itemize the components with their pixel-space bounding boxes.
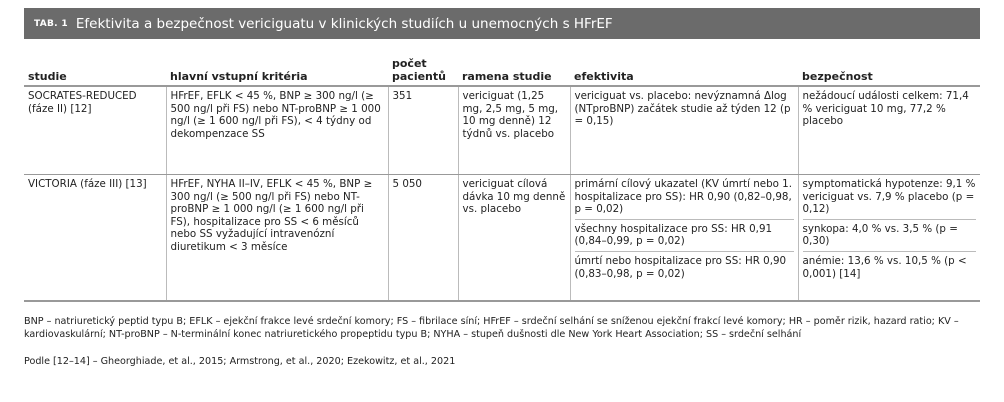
table-row: [24, 86, 980, 175]
efektivita-item: všechny hospitalizace pro SS: HR 0,91 (0,84–0,99, p = 0,02): [575, 219, 794, 248]
table-row: [24, 175, 980, 302]
bezpecnost-item: synkopa: 4,0 % vs. 3,5 % (p = 0,30): [803, 219, 977, 248]
header-efektivita: efektivita: [570, 41, 798, 86]
bezpecnost-item: anémie: 13,6 % vs. 10,5 % (p < 0,001) [14]: [803, 251, 977, 280]
cell-pocet: 351: [388, 86, 458, 175]
cell-kriteria: HFrEF, NYHA II–IV, EFLK < 45 %, BNP ≥ 300 ng/l (≥ 500 ng/l při FS) nebo NT-proBNP ≥ 1 000 ng/l (≥ 1 600 ng/l při FS), hospitalizace pro SS < 6 měsíců nebo SS vyžadující intravenózní diuretikum < 3 měsíce: [166, 175, 388, 302]
studies-table: [24, 41, 980, 302]
efektivita-item: úmrtí nebo hospitalizace pro SS: HR 0,90 (0,83–0,98, p = 0,02): [575, 251, 794, 280]
cell-efektivita: [570, 175, 798, 302]
header-studie: studie: [24, 41, 166, 86]
efektivita-item: primární cílový ukazatel (KV úmrtí nebo 1. hospitalizace pro SS): HR 0,90 (0,82–0,98, p = 0,02): [574, 178, 793, 216]
cell-ramena: vericiguat (1,25 mg, 2,5 mg, 5 mg, 10 mg denně) 12 týdnů vs. placebo: [458, 86, 570, 175]
table-title: Efektivita a bezpečnost vericiguatu v klinických studiích u unemocných s HFrEF: [75, 15, 613, 32]
bezpecnost-item: symptomatická hypotenze: 9,1 % vericiguat vs. 7,9 % placebo (p = 0,12): [802, 178, 976, 216]
table-source: Podle [12–14] – Gheorghiade, et al., 2015; Armstrong, et al., 2020; Ezekowitz, et al., 2021: [24, 356, 456, 367]
header-pocet: počet pacientů: [388, 41, 458, 86]
cell-studie: VICTORIA (fáze III) [13]: [24, 175, 166, 302]
cell-ramena: vericiguat cílová dávka 10 mg denně vs. placebo: [458, 175, 570, 302]
cell-bezpecnost: [798, 175, 980, 302]
header-kriteria: hlavní vstupní kritéria: [166, 41, 388, 86]
table-tag: TAB. 1: [34, 18, 68, 29]
cell-efektivita: [570, 86, 798, 175]
header-ramena: ramena studie: [458, 41, 570, 86]
cell-bezpecnost: [798, 86, 980, 175]
table-title-bar: [24, 8, 980, 39]
header-bezpecnost: bezpečnost: [798, 41, 980, 86]
bezpecnost-item: nežádoucí události celkem: 71,4 % vericiguat 10 mg, 77,2 % placebo: [802, 90, 969, 128]
cell-studie: SOCRATES-REDUCED (fáze II) [12]: [24, 86, 166, 175]
efektivita-item: vericiguat vs. placebo: nevýznamná Δlog (NTproBNP) začátek studie až týden 12 (p = 0,15): [574, 90, 791, 128]
table-header-row: [24, 41, 980, 86]
cell-kriteria: HFrEF, EFLK < 45 %, BNP ≥ 300 ng/l (≥ 500 ng/l při FS) nebo NT-proBNP ≥ 1 000 ng/l (≥ 1 600 ng/l při FS), < 4 týdny od dekompenzace SS: [166, 86, 388, 175]
table-footnote: BNP – natriuretický peptid typu B; EFLK – ejekční frakce levé srdeční komory; FS – fibrilace síní; HFrEF – srdeční selhání se sníženou ejekční frakcí levé komory; HR – poměr rizik, hazard ratio; KV – kardiovaskulární; NT-proBNP – N-terminální konec natriuretického propeptidu typu B; NYHA – stupeň dušnosti dle New York Heart Association; SS – srdeční selhání: [24, 316, 959, 340]
cell-pocet: 5 050: [388, 175, 458, 302]
